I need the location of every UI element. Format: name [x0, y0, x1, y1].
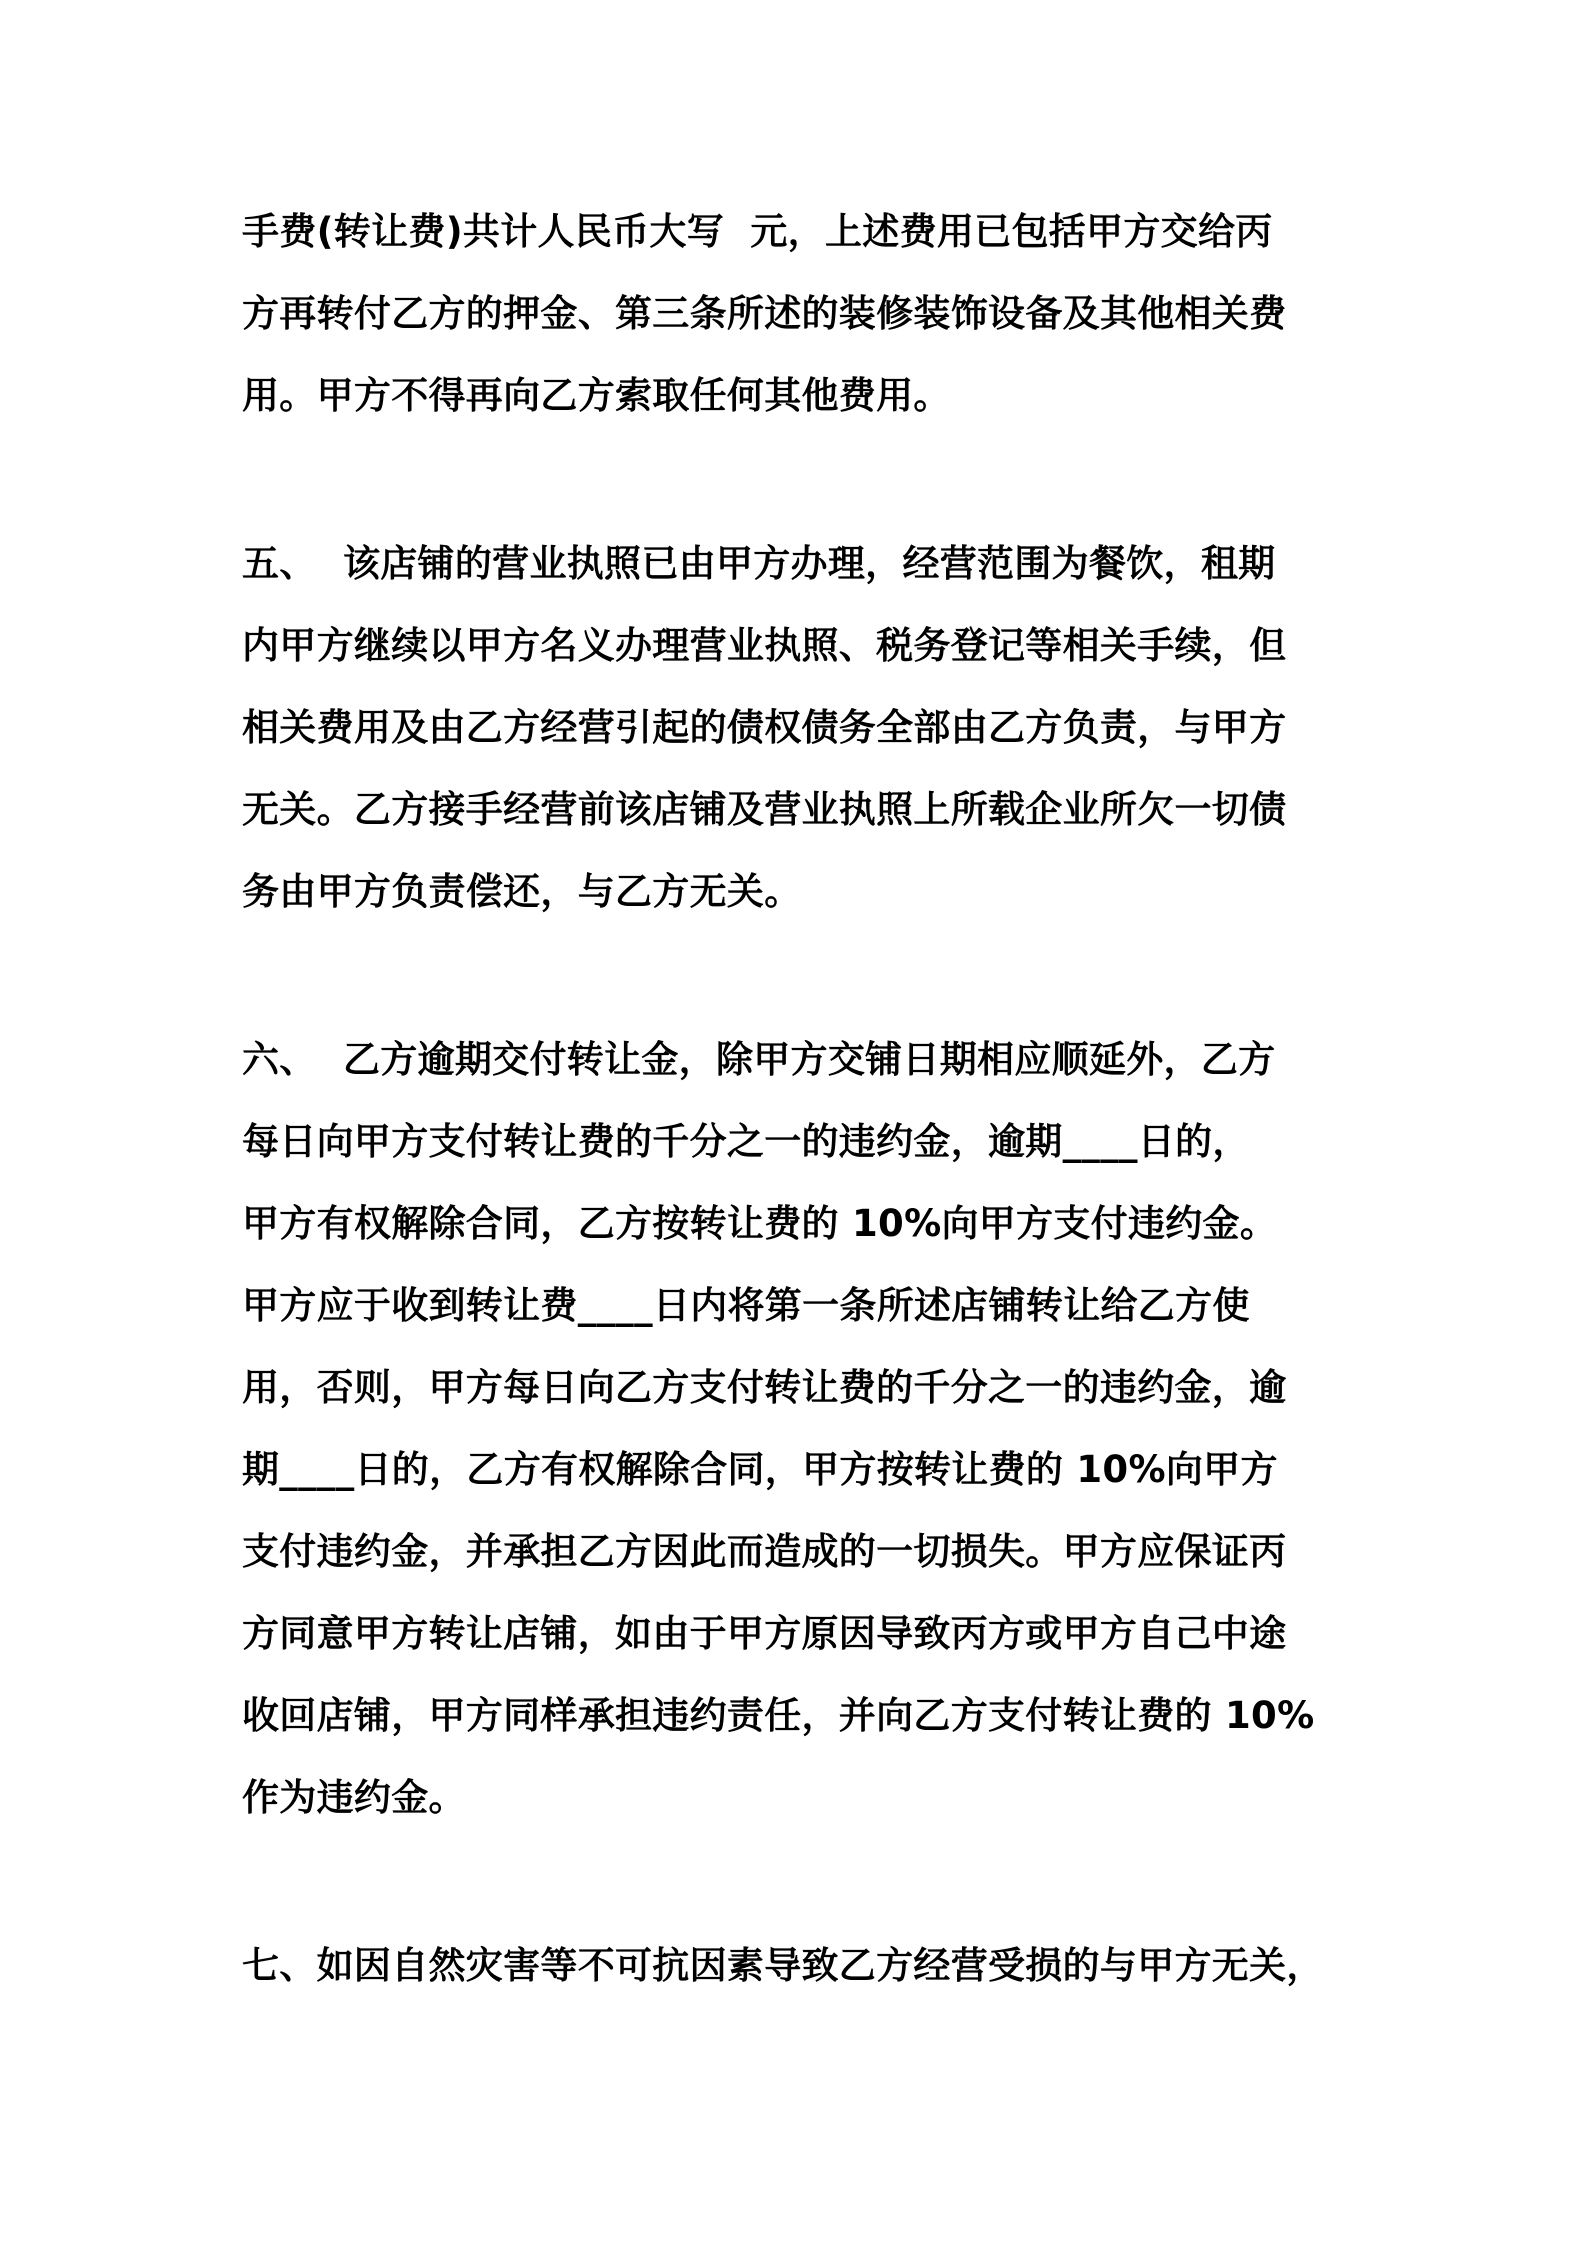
clause-6-line-5: 用，否则，甲方每日向乙方支付转让费的千分之一的违约金，逾	[242, 1366, 1287, 1409]
clause-6-line-4: 甲方应于收到转让费____日内将第一条所述店铺转让给乙方使	[242, 1284, 1250, 1327]
clause-6-line-9: 收回店铺，甲方同样承担违约责任，并向乙方支付转让费的 10%	[242, 1694, 1315, 1737]
paragraph-4-line-2: 方再转付乙方的押金、第三条所述的装修装饰设备及其他相关费	[242, 292, 1287, 335]
clause-6-line-7: 支付违约金，并承担乙方因此而造成的一切损失。甲方应保证丙	[242, 1530, 1287, 1573]
clause-5-line-5: 务由甲方负责偿还，与乙方无关。	[242, 870, 802, 913]
paragraph-4-line-1: 手费(转让费)共计人民币大写 元，上述费用已包括甲方交给丙	[242, 210, 1273, 253]
clause-6-line-3: 甲方有权解除合同，乙方按转让费的 10%向甲方支付违约金。	[242, 1202, 1278, 1245]
clause-6-line-6: 期____日的，乙方有权解除合同，甲方按转让费的 10%向甲方	[242, 1448, 1278, 1491]
paragraph-4-line-3: 用。甲方不得再向乙方索取任何其他费用。	[242, 374, 951, 417]
clause-6-line-8: 方同意甲方转让店铺，如由于甲方原因导致丙方或甲方自己中途	[242, 1612, 1287, 1655]
clause-5-line-2: 内甲方继续以甲方名义办理营业执照、税务登记等相关手续，但	[242, 624, 1287, 667]
clause-6-line-1: 六、 乙方逾期交付转让金，除甲方交铺日期相应顺延外，乙方	[242, 1038, 1276, 1081]
clause-6-line-2: 每日向甲方支付转让费的千分之一的违约金，逾期____日的，	[242, 1120, 1250, 1163]
clause-5-line-3: 相关费用及由乙方经营引起的债权债务全部由乙方负责，与甲方	[242, 706, 1287, 749]
clause-6-line-10: 作为违约金。	[242, 1776, 466, 1819]
clause-7-line-1: 七、如因自然灾害等不可抗因素导致乙方经营受损的与甲方无关，	[242, 1944, 1324, 1987]
clause-5-line-1: 五、 该店铺的营业执照已由甲方办理，经营范围为餐饮，租期	[242, 542, 1276, 585]
clause-5-line-4: 无关。乙方接手经营前该店铺及营业执照上所载企业所欠一切债	[242, 788, 1287, 831]
